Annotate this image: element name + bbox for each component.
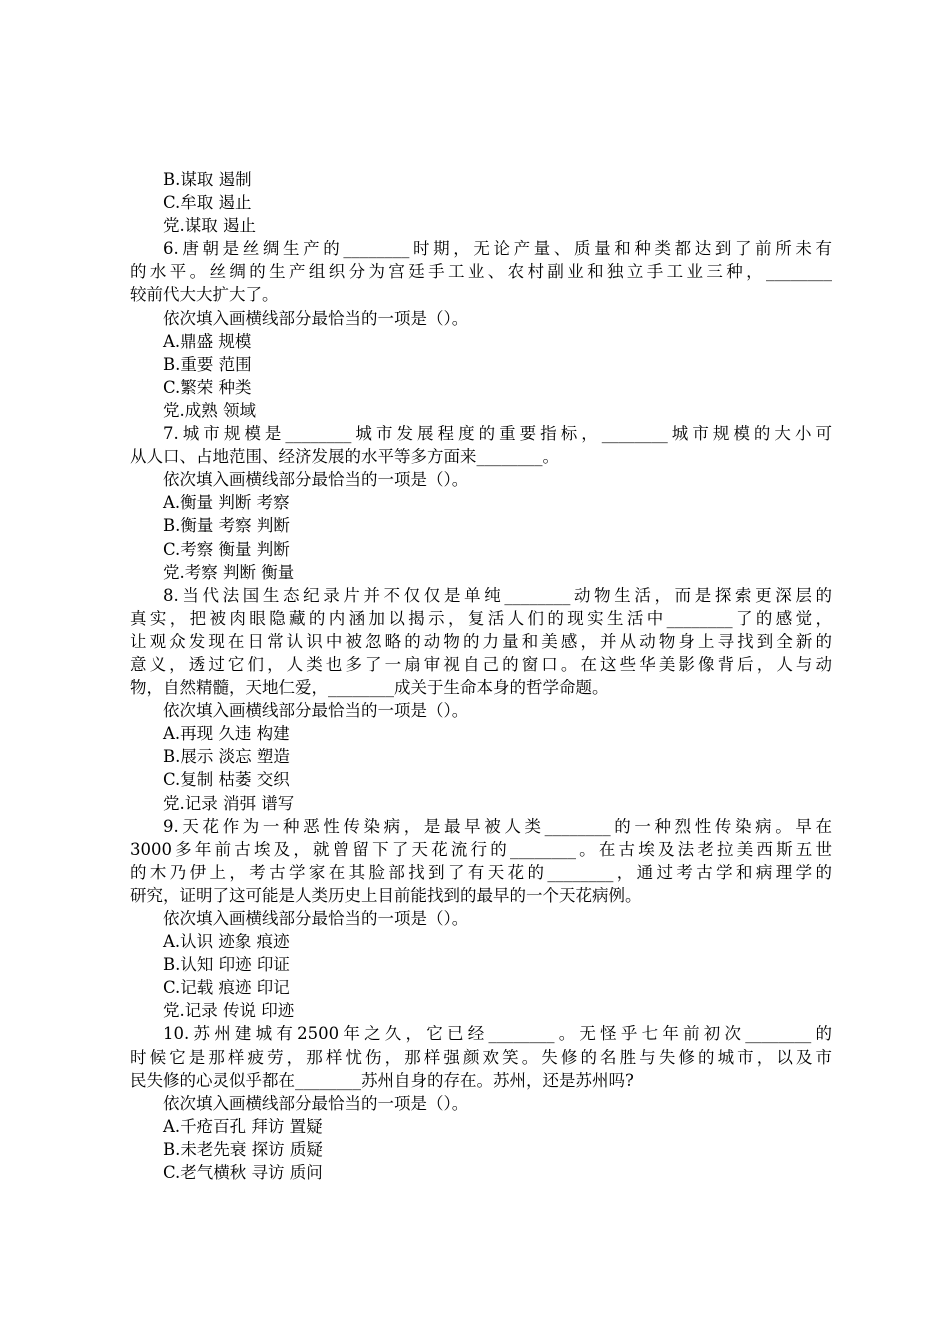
question-6 xyxy=(130,237,832,422)
question-stem-line: 8.当代法国生态纪录片并不仅仅是单纯________动物生活，而是探索更深层的 xyxy=(163,585,832,605)
option-line: C.牟取 遏止 xyxy=(163,193,252,213)
question-stem-line: 民失修的心灵似乎都在________苏州自身的存在。苏州，还是苏州吗? xyxy=(130,1070,634,1090)
question-stem-line: 意义，透过它们，人类也多了一扇审视自己的窗口。在这些华美影像背后，人与动 xyxy=(130,654,832,674)
option-line: B.重要 范围 xyxy=(163,354,252,374)
question-stem-line: 时候它是那样疲劳，那样忧伤，那样强颜欢笑。失修的名胜与失修的城市，以及市 xyxy=(130,1047,832,1067)
question-7 xyxy=(130,422,832,584)
question-10 xyxy=(130,1022,832,1184)
question-stem-line: 的水平。丝绸的生产组织分为宫廷手工业、农村副业和独立手工业三种，________ xyxy=(130,262,832,282)
question-stem-line: 9.天花作为一种恶性传染病，是最早被人类________的一种烈性传染病。早在 xyxy=(163,816,832,836)
option-line: A.认识 迹象 痕迹 xyxy=(163,932,290,952)
option-line: C.繁荣 种类 xyxy=(163,377,252,397)
question-stem-line: 从人口、占地范围、经济发展的水平等多方面来________。 xyxy=(130,447,559,467)
question-stem-line: 的木乃伊上，考古学家在其脸部找到了有天花的________，通过考古学和病理学的 xyxy=(130,862,832,882)
option-line: A.再现 久违 构建 xyxy=(163,724,290,744)
option-line: B.衡量 考察 判断 xyxy=(163,516,290,536)
option-line: 党.记录 消弭 谱写 xyxy=(163,793,295,813)
option-line: 党.成熟 领域 xyxy=(163,400,256,420)
question-9 xyxy=(130,815,832,1023)
document-page xyxy=(130,168,832,1184)
question-stem-line: 研究，证明了这可能是人类历史上目前能找到的最早的一个天花病例。 xyxy=(130,885,642,905)
question-stem-line: 3000多年前古埃及，就曾留下了天花流行的________。在古埃及法老拉美西斯五世 xyxy=(130,839,832,859)
question-stem-line: 物，自然精髓，天地仁爱，________成关于生命本身的哲学命题。 xyxy=(130,678,609,698)
option-line: A.鼎盛 规模 xyxy=(163,331,252,351)
option-line: C.考察 衡量 判断 xyxy=(163,539,290,559)
prelude-options xyxy=(130,168,832,237)
option-line: B.谋取 遏制 xyxy=(163,170,252,189)
question-stem-line: 真实，把被肉眼隐藏的内涵加以揭示，复活人们的现实生活中________了的感觉， xyxy=(130,608,832,628)
question-stem-line: 7.城市规模是________城市发展程度的重要指标，________城市规模的大小可 xyxy=(163,424,832,444)
option-line: A.衡量 判断 考察 xyxy=(163,493,290,513)
option-line: A.千疮百孔 拜访 置疑 xyxy=(163,1116,323,1136)
option-line: 党.谋取 遏止 xyxy=(163,216,256,236)
question-prompt: 依次填入画横线部分最恰当的一项是（）。 xyxy=(163,1093,469,1113)
question-prompt: 依次填入画横线部分最恰当的一项是（）。 xyxy=(163,909,469,928)
option-line: B.认知 印迹 印证 xyxy=(163,955,290,975)
question-prompt: 依次填入画横线部分最恰当的一项是（）。 xyxy=(163,701,469,721)
question-prompt: 依次填入画横线部分最恰当的一项是（）。 xyxy=(163,308,469,328)
option-line: C.记载 痕迹 印记 xyxy=(163,978,290,998)
question-stem-line: 较前代大大扩大了。 xyxy=(130,285,279,305)
option-line: B.展示 淡忘 塑造 xyxy=(163,747,290,767)
option-line: 党.记录 传说 印迹 xyxy=(163,1001,295,1021)
question-stem-line: 6.唐朝是丝绸生产的________时期，无论产量、质量和种类都达到了前所未有 xyxy=(163,239,832,259)
question-8 xyxy=(130,584,832,815)
question-stem-line: 让观众发现在日常认识中被忽略的动物的力量和美感，并从动物身上寻找到全新的 xyxy=(130,631,832,651)
option-line: B.未老先衰 探访 质疑 xyxy=(163,1139,323,1159)
option-line: 党.考察 判断 衡量 xyxy=(163,562,295,582)
question-prompt: 依次填入画横线部分最恰当的一项是（）。 xyxy=(163,470,469,490)
option-line: C.老气横秋 寻访 质问 xyxy=(163,1163,323,1183)
question-stem-line: 10.苏州建城有2500年之久，它已经________。无怪乎七年前初次________的 xyxy=(163,1024,832,1044)
option-line: C.复制 枯萎 交织 xyxy=(163,770,290,790)
